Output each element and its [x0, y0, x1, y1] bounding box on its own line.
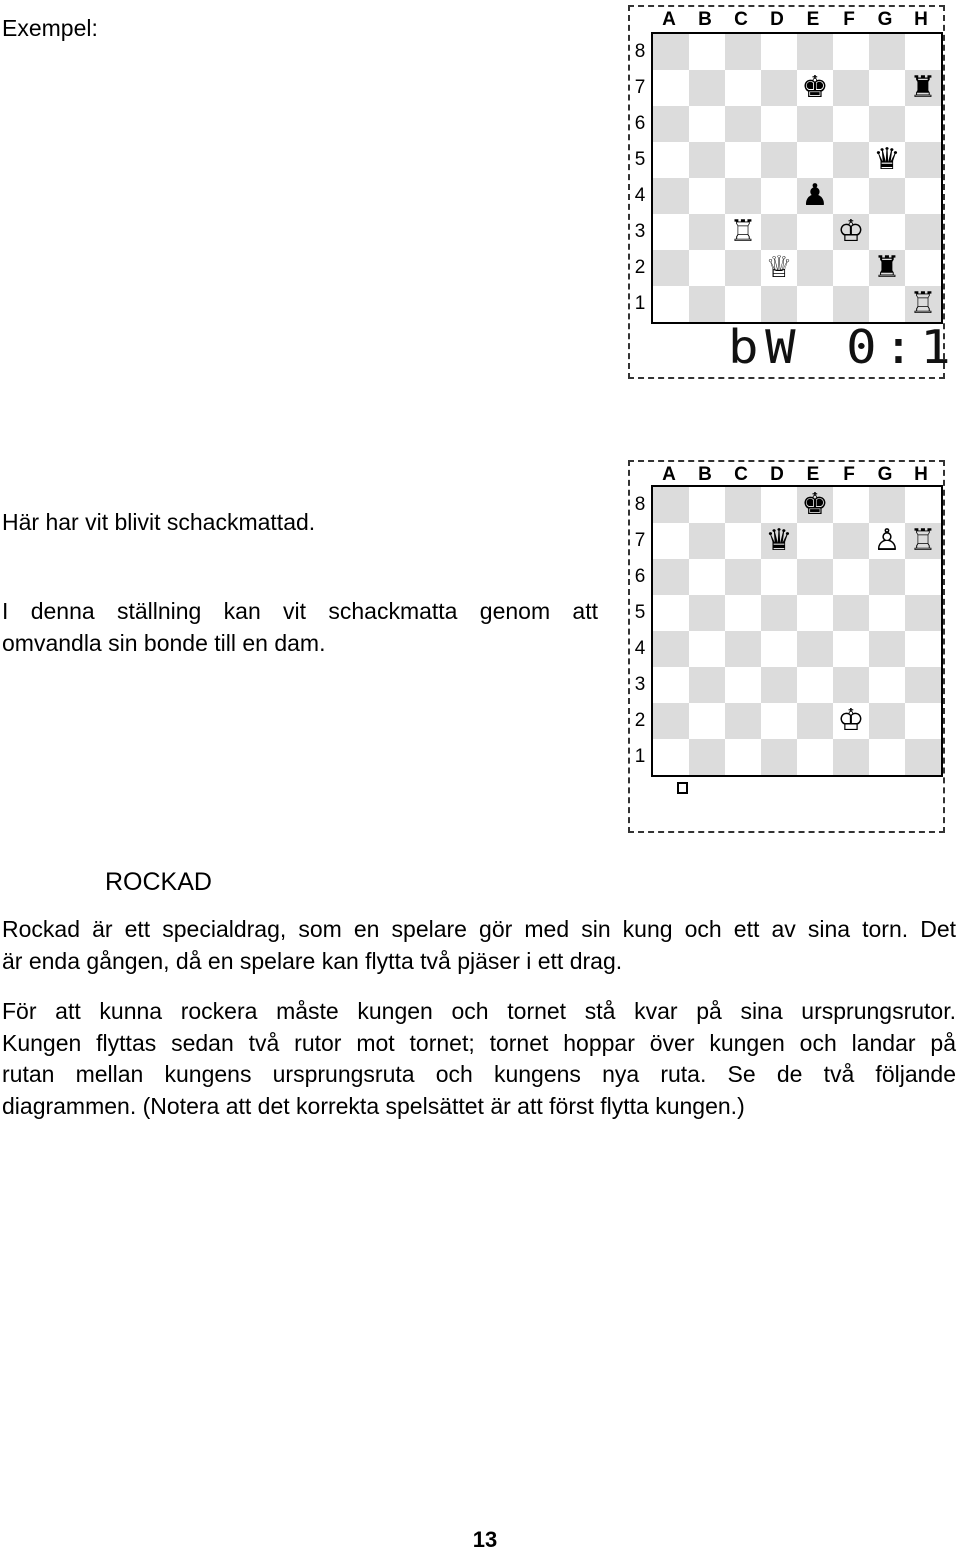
square-e4 — [797, 178, 833, 214]
square-c1 — [725, 286, 761, 322]
square-g6 — [869, 106, 905, 142]
square-a2 — [653, 250, 689, 286]
square-f1 — [833, 286, 869, 322]
chess-piece-icon: ♖ — [729, 214, 757, 249]
file-label: D — [770, 464, 784, 485]
square-a4 — [653, 631, 689, 667]
rank-label: 1 — [634, 293, 646, 314]
square-h4 — [905, 178, 941, 214]
square-a6 — [653, 559, 689, 595]
file-label: D — [770, 9, 784, 30]
square-a1 — [653, 739, 689, 775]
mate-caption: Här har vit blivit schackmattad. — [2, 509, 316, 535]
square-c7 — [725, 70, 761, 106]
promotion-caption-line: I denna ställning kan vit schackmatta genom att — [2, 598, 598, 624]
square-c1 — [725, 739, 761, 775]
rank-label: 4 — [634, 185, 646, 206]
rank-label: 2 — [634, 710, 646, 731]
square-f4 — [833, 631, 869, 667]
file-label: F — [843, 464, 855, 485]
square-f3 — [833, 214, 869, 250]
square-b8 — [689, 487, 725, 523]
square-h4 — [905, 631, 941, 667]
square-d3 — [761, 667, 797, 703]
square-f8 — [833, 34, 869, 70]
file-label: C — [734, 9, 748, 30]
square-d4 — [761, 631, 797, 667]
square-a5 — [653, 595, 689, 631]
castling-intro-paragraph — [2, 914, 956, 977]
square-b4 — [689, 178, 725, 214]
paragraph-line: är enda gången, då en spelare kan flytta två pjäser i ett drag. — [2, 947, 623, 974]
square-d7 — [761, 523, 797, 559]
castling-rules-paragraph — [2, 996, 956, 1122]
rank-label: 5 — [634, 149, 646, 170]
square-a5 — [653, 142, 689, 178]
square-g8 — [869, 34, 905, 70]
square-a3 — [653, 214, 689, 250]
board-1-rank-labels — [630, 34, 650, 326]
section-heading: ROCKAD — [105, 868, 212, 896]
chess-piece-icon: ♖ — [909, 523, 937, 558]
square-c7 — [725, 523, 761, 559]
square-b4 — [689, 631, 725, 667]
file-label: E — [806, 9, 820, 30]
rank-label: 5 — [634, 602, 646, 623]
square-b2 — [689, 250, 725, 286]
square-h3 — [905, 214, 941, 250]
rank-label: 7 — [634, 77, 646, 98]
square-d2 — [761, 703, 797, 739]
square-g8 — [869, 487, 905, 523]
square-f1 — [833, 739, 869, 775]
square-g2 — [869, 703, 905, 739]
square-h7 — [905, 70, 941, 106]
square-a7 — [653, 70, 689, 106]
square-h7 — [905, 523, 941, 559]
square-e5 — [797, 595, 833, 631]
board-1-file-labels — [651, 8, 943, 32]
square-h2 — [905, 250, 941, 286]
square-e4 — [797, 631, 833, 667]
square-g3 — [869, 667, 905, 703]
chess-piece-icon: ♙ — [873, 523, 901, 558]
square-d6 — [761, 106, 797, 142]
square-c6 — [725, 106, 761, 142]
board-1-grid — [651, 32, 943, 324]
rank-label: 8 — [634, 494, 646, 515]
file-label: C — [734, 464, 748, 485]
square-a8 — [653, 34, 689, 70]
file-label: G — [877, 9, 893, 30]
square-f5 — [833, 595, 869, 631]
square-c3 — [725, 214, 761, 250]
square-h6 — [905, 106, 941, 142]
square-f7 — [833, 70, 869, 106]
square-b3 — [689, 667, 725, 703]
file-label: B — [698, 464, 712, 485]
square-f6 — [833, 106, 869, 142]
square-c2 — [725, 250, 761, 286]
square-a1 — [653, 286, 689, 322]
square-h6 — [905, 559, 941, 595]
square-h1 — [905, 739, 941, 775]
rank-label: 2 — [634, 257, 646, 278]
square-b1 — [689, 739, 725, 775]
square-d6 — [761, 559, 797, 595]
promotion-caption-line: omvandla sin bonde till en dam. — [2, 629, 326, 656]
square-g4 — [869, 178, 905, 214]
square-h5 — [905, 142, 941, 178]
square-f8 — [833, 487, 869, 523]
lcd-status: bW — [728, 320, 803, 374]
square-e2 — [797, 250, 833, 286]
file-label: F — [843, 9, 855, 30]
square-d5 — [761, 595, 797, 631]
square-d2 — [761, 250, 797, 286]
square-c6 — [725, 559, 761, 595]
side-to-move-square-icon — [677, 782, 688, 794]
lcd-score: 0:1 — [846, 320, 958, 374]
file-label: B — [698, 9, 712, 30]
square-b3 — [689, 214, 725, 250]
board-1-lcd-display — [728, 322, 957, 372]
square-a6 — [653, 106, 689, 142]
square-a8 — [653, 487, 689, 523]
paragraph-line: diagrammen. (Notera att det korrekta spelsättet är att först flytta kungen.) — [2, 1092, 745, 1119]
square-d5 — [761, 142, 797, 178]
square-e1 — [797, 739, 833, 775]
square-b5 — [689, 142, 725, 178]
chess-piece-icon: ♟ — [801, 178, 829, 213]
paragraph-line: För att kunna rockera måste kungen och tornet stå kvar på sina ursprungsrutor. — [2, 998, 956, 1024]
file-label: A — [662, 9, 676, 30]
square-d4 — [761, 178, 797, 214]
square-b1 — [689, 286, 725, 322]
square-a4 — [653, 178, 689, 214]
square-h5 — [905, 595, 941, 631]
square-e6 — [797, 106, 833, 142]
square-e5 — [797, 142, 833, 178]
square-f3 — [833, 667, 869, 703]
rank-label: 7 — [634, 530, 646, 551]
square-h8 — [905, 34, 941, 70]
square-a3 — [653, 667, 689, 703]
square-g5 — [869, 142, 905, 178]
square-e3 — [797, 667, 833, 703]
square-f7 — [833, 523, 869, 559]
square-e7 — [797, 523, 833, 559]
board-2-grid — [651, 485, 943, 777]
square-c8 — [725, 34, 761, 70]
chess-piece-icon: ♛ — [873, 142, 901, 177]
square-d8 — [761, 487, 797, 523]
square-f2 — [833, 250, 869, 286]
paragraph-line: rutan mellan kungens ursprungsruta och kungens nya ruta. Se de två följande — [2, 1061, 956, 1087]
rank-label: 1 — [634, 746, 646, 767]
square-e6 — [797, 559, 833, 595]
square-g3 — [869, 214, 905, 250]
chess-piece-icon: ♔ — [837, 703, 865, 738]
chess-piece-icon: ♖ — [909, 286, 937, 321]
square-b7 — [689, 70, 725, 106]
square-h1 — [905, 286, 941, 322]
paragraph-line: Rockad är ett specialdrag, som en spelare gör med sin kung och ett av sina torn. Det — [2, 916, 956, 942]
square-b6 — [689, 559, 725, 595]
square-c3 — [725, 667, 761, 703]
square-e1 — [797, 286, 833, 322]
square-f4 — [833, 178, 869, 214]
rank-label: 6 — [634, 566, 646, 587]
rank-label: 4 — [634, 638, 646, 659]
square-b8 — [689, 34, 725, 70]
square-d3 — [761, 214, 797, 250]
chess-piece-icon: ♛ — [765, 523, 793, 558]
square-h2 — [905, 703, 941, 739]
square-d7 — [761, 70, 797, 106]
square-h3 — [905, 667, 941, 703]
rank-label: 3 — [634, 221, 646, 242]
square-d8 — [761, 34, 797, 70]
square-a2 — [653, 703, 689, 739]
rank-label: 8 — [634, 41, 646, 62]
square-e7 — [797, 70, 833, 106]
square-d1 — [761, 286, 797, 322]
square-c4 — [725, 631, 761, 667]
file-label: E — [806, 464, 820, 485]
square-b6 — [689, 106, 725, 142]
square-c5 — [725, 595, 761, 631]
chess-piece-icon: ♔ — [837, 214, 865, 249]
promotion-caption — [2, 596, 598, 659]
square-c2 — [725, 703, 761, 739]
square-e3 — [797, 214, 833, 250]
chess-piece-icon: ♜ — [909, 70, 937, 105]
square-f6 — [833, 559, 869, 595]
square-g4 — [869, 631, 905, 667]
square-b5 — [689, 595, 725, 631]
square-g6 — [869, 559, 905, 595]
square-b2 — [689, 703, 725, 739]
chess-piece-icon: ♚ — [801, 70, 829, 105]
square-e8 — [797, 34, 833, 70]
square-c5 — [725, 142, 761, 178]
file-label: H — [914, 464, 928, 485]
square-g5 — [869, 595, 905, 631]
square-e2 — [797, 703, 833, 739]
square-e8 — [797, 487, 833, 523]
example-label: Exempel: — [2, 15, 98, 41]
chess-piece-icon: ♕ — [765, 250, 793, 285]
square-a7 — [653, 523, 689, 559]
square-g1 — [869, 286, 905, 322]
paragraph-line: Kungen flyttas sedan två rutor mot tornet; tornet hoppar över kungen och landar på — [2, 1029, 956, 1056]
page-number: 13 — [472, 1527, 498, 1552]
square-f2 — [833, 703, 869, 739]
board-2-file-labels — [651, 463, 943, 487]
file-label: G — [877, 464, 893, 485]
rank-label: 6 — [634, 113, 646, 134]
file-label: H — [914, 9, 928, 30]
square-b7 — [689, 523, 725, 559]
square-g7 — [869, 70, 905, 106]
square-g1 — [869, 739, 905, 775]
square-g7 — [869, 523, 905, 559]
square-c8 — [725, 487, 761, 523]
square-c4 — [725, 178, 761, 214]
rank-label: 3 — [634, 674, 646, 695]
file-label: A — [662, 464, 676, 485]
board-2-rank-labels — [630, 487, 650, 779]
square-f5 — [833, 142, 869, 178]
square-h8 — [905, 487, 941, 523]
chess-piece-icon: ♚ — [801, 487, 829, 522]
square-g2 — [869, 250, 905, 286]
chess-piece-icon: ♜ — [873, 250, 901, 285]
square-d1 — [761, 739, 797, 775]
